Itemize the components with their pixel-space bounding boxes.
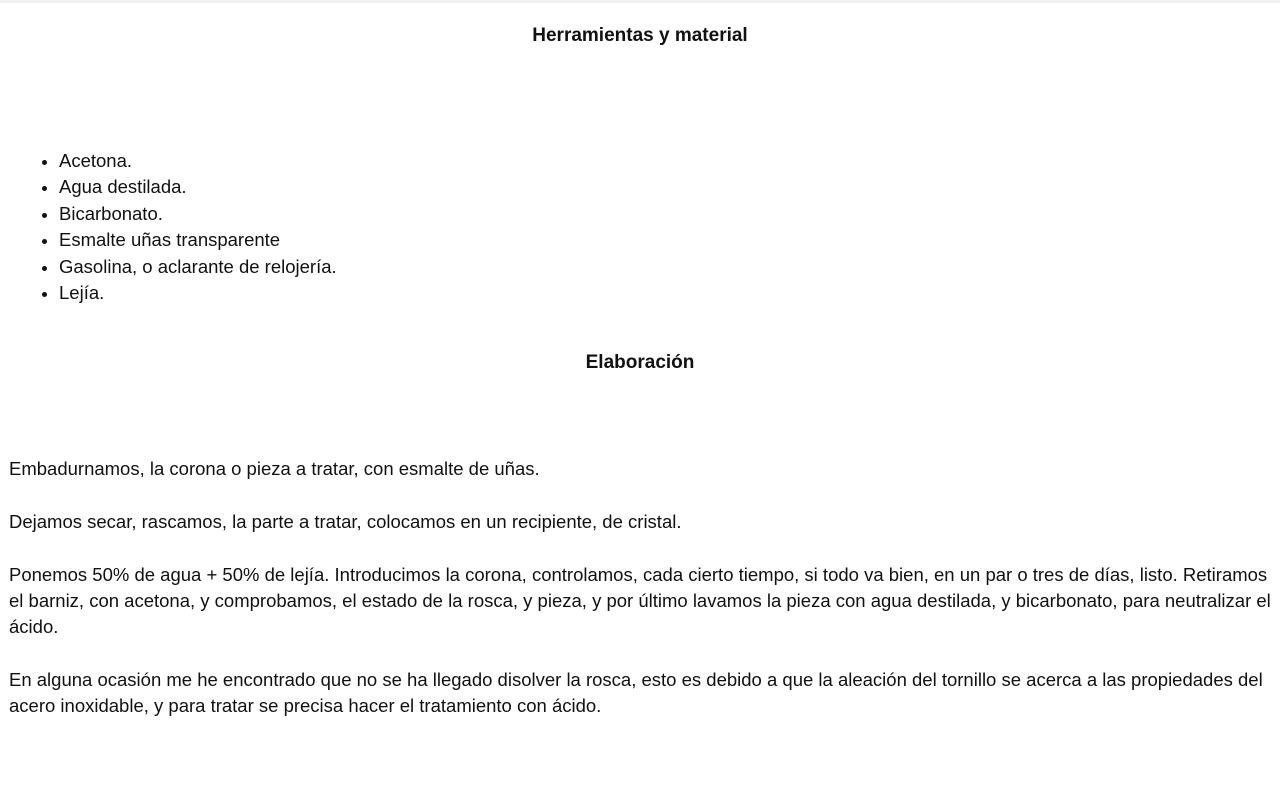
- list-item: • Acetona.: [59, 148, 337, 174]
- list-item: • Esmalte uñas transparente: [59, 227, 337, 253]
- paragraph-dry: Dejamos secar, rascamos, la parte a tratar, colocamos en un recipiente, de cristal.: [9, 511, 682, 532]
- paragraph-note: En alguna ocasión me he encontrado que no se ha llegado disolver la rosca, esto es debido a que la aleación del tornillo se acerca a las propiedades del acero inoxidable, y para tratar se precisa hacer el tratamiento con ácido.: [9, 669, 1263, 716]
- list-item: • Agua destilada.: [59, 174, 337, 200]
- materials-list: [0, 148, 337, 306]
- tools-heading: Herramientas y material: [532, 25, 748, 46]
- top-edge: [0, 0, 1280, 3]
- list-item: • Bicarbonato.: [59, 201, 337, 227]
- list-item: • Gasolina, o aclarante de relojería.: [59, 254, 337, 280]
- list-item: • Lejía.: [59, 280, 337, 306]
- elaboration-heading: Elaboración: [585, 352, 695, 373]
- paragraph-coat: Embadurnamos, la corona o pieza a tratar, con esmalte de uñas.: [9, 458, 540, 479]
- paragraph-process: Ponemos 50% de agua + 50% de lejía. Introducimos la corona, controlamos, cada cierto tiempo, si todo va bien, en un par o tres de días, listo. Retiramos el barniz, con acetona, y comprobamos, el estado de la rosca, y pieza, y por último lavamos la pieza con agua destilada, y bicarbonato, para neutralizar el ácido.: [9, 564, 1271, 637]
